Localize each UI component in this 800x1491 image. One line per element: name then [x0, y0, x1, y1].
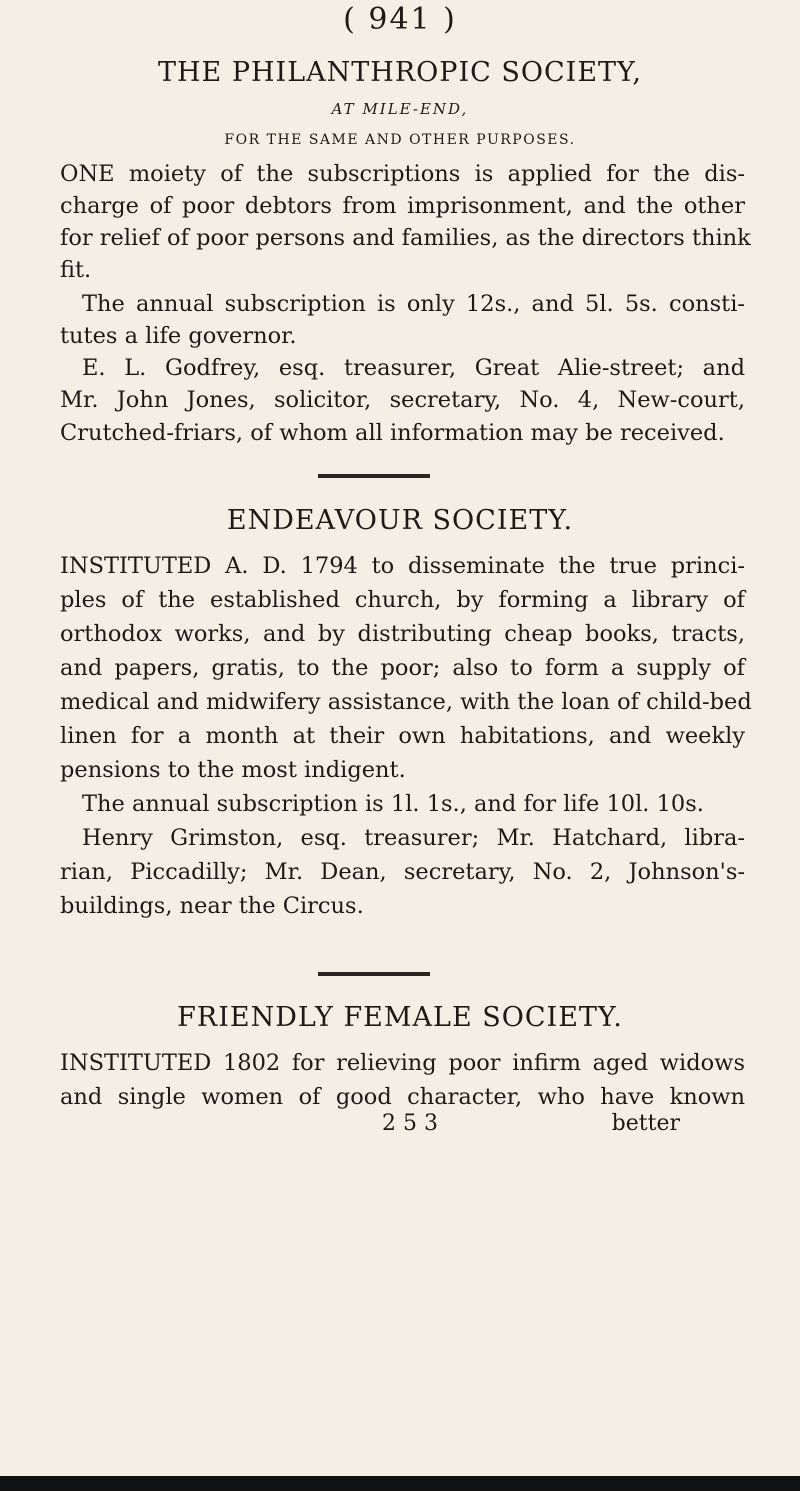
text-line: fit. — [60, 257, 92, 283]
section-subtitle-purpose: FOR THE SAME AND OTHER PURPOSES. — [224, 132, 576, 148]
text-line: ONE moiety of the subscriptions is applied for the dis- — [60, 161, 745, 187]
text-line: Henry Grimston, esq. treasurer; Mr. Hatchard, libra- — [82, 825, 745, 851]
signature-mark: 2 5 3 — [382, 1111, 438, 1136]
section-title-philanthropic: THE PHILANTHROPIC SOCIETY, — [158, 57, 642, 88]
text-line: and single women of good character, who have known — [60, 1084, 745, 1110]
text-line: charge of poor debtors from imprisonment, and the other — [60, 193, 745, 219]
text-line: buildings, near the Circus. — [60, 893, 364, 919]
text-line: and papers, gratis, to the poor; also to form a supply of — [60, 655, 745, 681]
text-line: The annual subscription is 1l. 1s., and for life 10l. 10s. — [82, 791, 704, 817]
text-line: orthodox works, and by distributing cheap books, tracts, — [60, 621, 745, 647]
text-line: pensions to the most indigent. — [60, 757, 406, 783]
page-number: ( 941 ) — [343, 2, 457, 37]
text-line: tutes a life governor. — [60, 323, 297, 349]
section-divider — [318, 972, 430, 976]
scan-edge — [0, 1476, 800, 1491]
text-line: for relief of poor persons and families, as the directors think — [60, 225, 751, 251]
text-line: linen for a month at their own habitations, and weekly — [60, 723, 745, 749]
catchword: better — [611, 1111, 680, 1136]
text-line: Mr. John Jones, solicitor, secretary, No. 4, New-court, — [60, 387, 745, 413]
text-line: The annual subscription is only 12s., and 5l. 5s. consti- — [82, 291, 745, 317]
text-line: rian, Piccadilly; Mr. Dean, secretary, No. 2, Johnson's- — [60, 859, 745, 885]
section-subtitle-location: AT MILE-END, — [331, 100, 469, 118]
text-line: medical and midwifery assistance, with the loan of child-bed — [60, 689, 752, 715]
text-line: Crutched-friars, of whom all information may be received. — [60, 420, 725, 446]
section-title-friendly-female: FRIENDLY FEMALE SOCIETY. — [177, 1002, 623, 1033]
section-divider — [318, 474, 430, 478]
text-line: ples of the established church, by forming a library of — [60, 587, 745, 613]
text-line: INSTITUTED A. D. 1794 to disseminate the true princi- — [60, 553, 745, 579]
text-line: E. L. Godfrey, esq. treasurer, Great Alie-street; and — [82, 355, 745, 381]
text-line: INSTITUTED 1802 for relieving poor infirm aged widows — [60, 1050, 745, 1076]
section-title-endeavour: ENDEAVOUR SOCIETY. — [226, 505, 574, 536]
